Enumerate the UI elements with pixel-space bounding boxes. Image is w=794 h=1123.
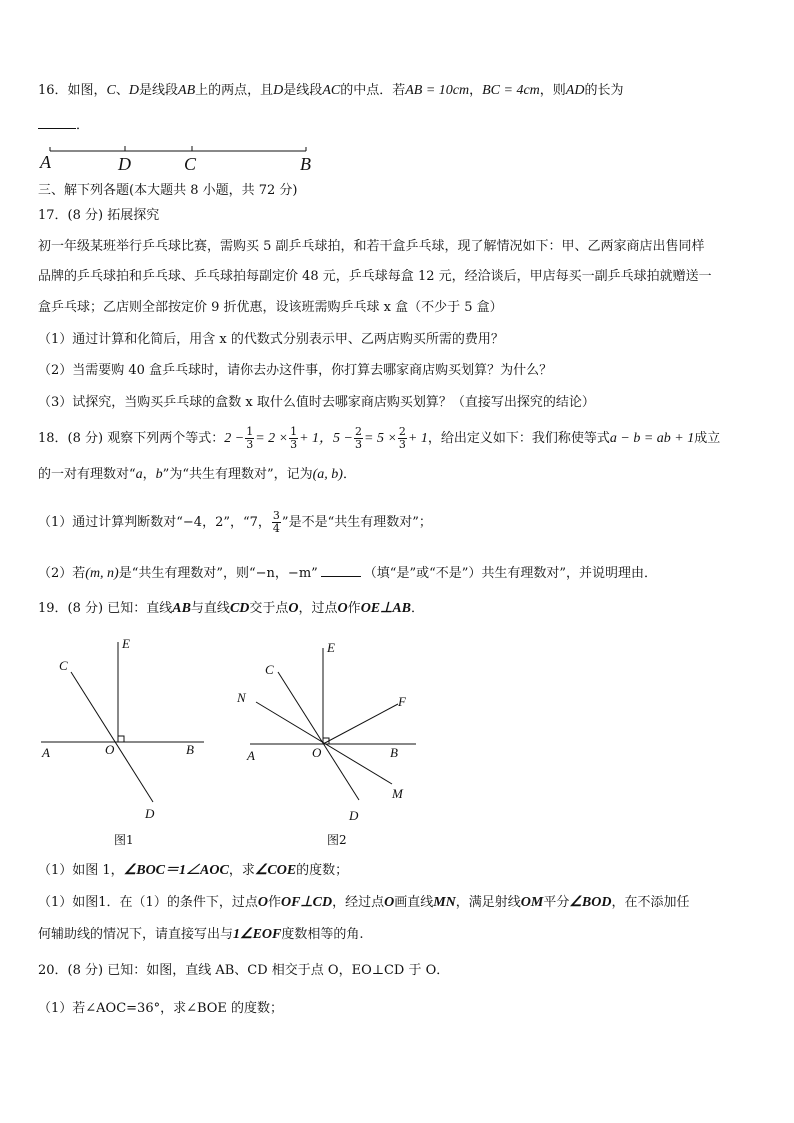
figure-1-caption: 图1 <box>114 833 134 847</box>
label-C: C <box>265 662 274 677</box>
q19-sub2-cont: 何辅助线的情况下，请直接写出与1∠EOF度数相等的角. <box>38 927 364 942</box>
label-M: M <box>392 786 403 801</box>
label-E: E <box>122 636 130 651</box>
label-A: A <box>42 745 50 760</box>
section-title: 三、解下列各题(本大题共 8 小题，共 72 分) <box>38 183 298 198</box>
label-E: E <box>327 640 335 655</box>
right-angle-mark <box>118 736 124 742</box>
ray-of <box>323 704 398 744</box>
label-B: B <box>186 742 194 757</box>
q16-line1: 16．如图，C、D是线段AB上的两点，且D是线段AC的中点．若AB = 10cm，BC = 4cm，则AD的长为 <box>38 83 624 98</box>
fraction-2-3: $\frac{2}{3}$ <box>398 425 406 451</box>
q17-sub1: （1）通过计算和化简后，用含 x 的代数式分别表示甲、乙两店购买所需的费用？ <box>38 332 504 347</box>
q20-sub1: （1）若∠AOC=36°，求∠BOE 的度数； <box>38 1001 284 1016</box>
label-D: D <box>349 808 359 823</box>
label-A: A <box>247 748 255 763</box>
label-O: O <box>312 745 322 760</box>
answer-blank <box>38 116 76 129</box>
q18-line2: 的一对有理数对“a，b”为“共生有理数对”，记为(a, b)． <box>38 467 356 482</box>
fraction-1-3: $\frac{1}{3}$ <box>290 425 298 451</box>
fraction-2-3: $\frac{2}{3}$ <box>355 425 362 451</box>
label-A: A <box>40 152 51 172</box>
q16-line2: ． <box>38 116 756 135</box>
q18-sub2: （2）若(m, n)是“共生有理数对”，则“−n，−m” （填“是”或“不是”）共生有理数对”，并说明理由． <box>38 566 658 581</box>
label-B: B <box>300 154 311 174</box>
segment-figure <box>36 140 326 176</box>
label-O: O <box>105 742 115 757</box>
fraction-1-3: $\frac{1}{3}$ <box>246 425 254 451</box>
q17-body-2: 品牌的乒乓球拍和乒乓球、乒乓球拍每副定价 48 元，乒乓球每盒 12 元，经洽谈后，甲店每买一副乒乓球拍就赠送一 <box>38 269 712 284</box>
figure-2-caption: 图2 <box>327 833 347 847</box>
q17-sub3: （3）试探究，当购买乒乓球的盒数 x 取什么值时去哪家商店购买划算？（直接写出探究的结论） <box>38 395 595 410</box>
figure-1 <box>36 630 216 850</box>
q18-sub1: （1）通过计算判断数对“−4，2”，“7， $\frac{3}{4}$ ”是不是“共生有理数对”； <box>38 509 432 535</box>
q19-line1: 19．(8 分) 已知：直线AB与直线CD交于点O，过点O作OE⊥AB． <box>38 601 425 616</box>
line-cd <box>71 672 153 802</box>
q18-line1: 18．(8 分) 观察下列两个等式：2 − $\frac{1}{3}$ = 2 × $\frac{1}{3}$ + 1，5 − $\frac{2}{3}$ = 5 × $\frac{2}{3}$ + 1，给出定义如下：我们称使等式a − b = ab + 1成立 <box>38 425 721 451</box>
label-C: C <box>184 154 197 174</box>
answer-blank <box>321 564 361 577</box>
q17-title: 17．(8 分) 拓展探究 <box>38 208 160 223</box>
q19-sub1: （1）如图 1，∠BOC＝1∠AOC，求∠COE的度数； <box>38 863 349 878</box>
q17-body-3: 盒乒乓球；乙店则全部按定价 9 折优惠，设该班需购乒乓球 x 盒（不少于 5 盒） <box>38 300 503 315</box>
q17-sub2: （2）当需要购 40 盒乒乓球时，请你去办这件事，你打算去哪家商店购买划算？为什么？ <box>38 363 553 378</box>
label-N: N <box>237 690 246 705</box>
label-F: F <box>398 694 406 709</box>
q20-line1: 20．(8 分) 已知：如图，直线 AB、CD 相交于点 O，EO⊥CD 于 O． <box>38 963 450 978</box>
line-cd <box>278 672 359 800</box>
q17-body-1: 初一年级某班举行乒乓球比赛，需购买 5 副乒乓球拍，和若干盒乒乓球，现了解情况如下：甲、乙两家商店出售同样 <box>38 239 705 254</box>
label-D: D <box>118 154 131 174</box>
label-D: D <box>145 806 155 821</box>
fraction-3-4: $\frac{3}{4}$ <box>272 509 280 535</box>
figure-2 <box>236 630 436 850</box>
label-B: B <box>390 745 398 760</box>
q19-sub2: （1）如图1．在（1）的条件下，过点O作OF⊥CD，经过点O画直线MN，满足射线OM平分∠BOD，在不添加任 <box>38 895 690 910</box>
label-C: C <box>59 658 68 673</box>
